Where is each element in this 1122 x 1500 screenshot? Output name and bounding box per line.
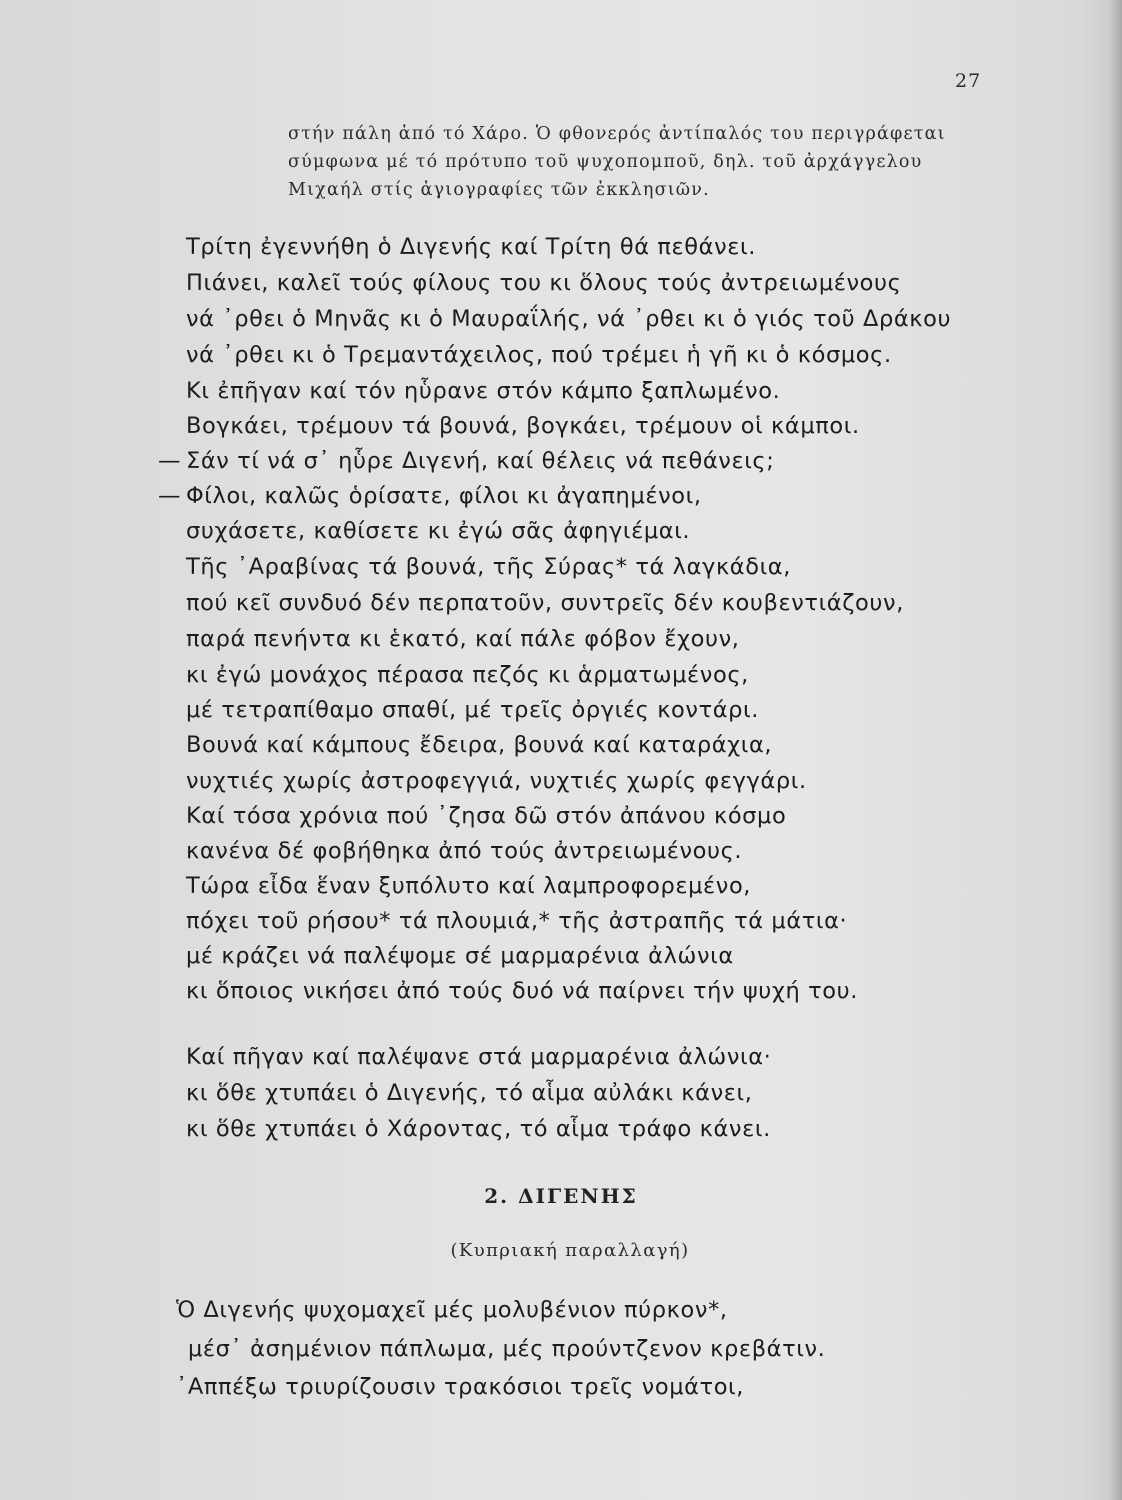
verse-line: Βογκάει, τρέμουν τά βουνά, βογκάει, τρέμουν οἱ κάμποι. [186,413,860,439]
verse-line: Τώρα εἶδα ἕναν ξυπόλυτο καί λαμπροφορεμένο, [186,873,752,899]
verse-line: νά ᾿ρθει κι ὁ Τρεμαντάχειλος, πού τρέμει ἡ γῆ κι ὁ κόσμος. [186,342,892,368]
verse-line: παρά πενήντα κι ἑκατό, καί πάλε φόβον ἔχουν, [186,626,740,652]
section-heading: 2. ΔΙΓΕΝΗΣ [484,1184,638,1208]
verse-line: πού κεῖ συνδυό δέν περπατοῦν, συντρεῖς δέν κουβεντιάζουν, [186,590,904,616]
verse-line: Ὁ Διγενής ψυχομαχεῖ μές μολυβένιον πύρκον*, [176,1297,728,1323]
verse-line: μέ κράζει νά παλέψομε σέ μαρμαρένια ἀλώνια [186,943,734,969]
verse-line: Πιάνει, καλεῖ τούς φίλους του κι ὅλους τούς ἀντρειωμένους [186,270,902,296]
dialogue-dash: — [158,448,181,474]
verse-line: Σάν τί νά σ᾿ ηὗρε Διγενή, καί θέλεις νά πεθάνεις; [186,448,775,474]
verse-line: Τρίτη ἐγεννήθη ὁ Διγενής καί Τρίτη θά πεθάνει. [186,234,757,260]
verse-line: κι ὅποιος νικήσει ἀπό τούς δυό νά παίρνει τήν ψυχή του. [186,978,859,1004]
page-number: 27 [955,70,982,92]
verse-line: κι ὅθε χτυπάει ὁ Χάροντας, τό αἷμα τράφο κάνει. [186,1116,771,1142]
verse-line: κι ὅθε χτυπάει ὁ Διγενής, τό αἷμα αὐλάκι κάνει, [186,1080,753,1106]
verse-line: νυχτιές χωρίς ἀστροφεγγιά, νυχτιές χωρίς φεγγάρι. [186,768,807,794]
section-subheading: (Κυπριακή παραλλαγή) [450,1240,690,1261]
verse-line: Τῆς ᾿Αραβίνας τά βουνά, τῆς Σύρας* τά λαγκάδια, [186,554,791,580]
dialogue-dash: — [158,483,181,509]
verse-line: πόχει τοῦ ρήσου* τά πλουμιά,* τῆς ἀστραπῆς τά μάτια· [186,908,848,934]
verse-line: κανένα δέ φοβήθηκα ἀπό τούς ἀντρειωμένους. [186,838,743,864]
verse-line: Καί τόσα χρόνια πού ᾿ζησα δῶ στόν ἀπάνου κόσμο [186,803,787,829]
verse-line: συχάσετε, καθίσετε κι ἐγώ σᾶς ἀφηγιέμαι. [186,518,691,544]
note-line: στήν πάλη ἀπό τό Χάρο. Ὁ φθονερός ἀντίπαλός του περιγράφεται [288,124,946,144]
verse-line: κι ἐγώ μονάχος πέρασα πεζός κι ἁρματωμένος, [186,662,749,688]
page-edge-shadow [1108,0,1122,1500]
footnote-block [288,120,988,204]
verse-line: Καί πῆγαν καί παλέψανε στά μαρμαρένια ἀλώνια· [186,1044,772,1070]
verse-line: Βουνά καί κάμπους ἔδειρα, βουνά καί καταράχια, [186,732,773,758]
verse-line: ᾿Αππέξω τριυρίζουσιν τρακόσιοι τρεῖς νομάτοι, [176,1374,745,1400]
note-line: Μιχαήλ στίς ἁγιογραφίες τῶν ἐκκλησιῶν. [288,180,710,200]
verse-line: Κι ἐπῆγαν καί τόν ηὗρανε στόν κάμπο ξαπλωμένο. [186,378,781,404]
verse-line: μέσ᾿ ἀσημένιον πάπλωμα, μές προύντζενον κρεβάτιν. [188,1336,826,1362]
note-line: σύμφωνα μέ τό πρότυπο τοῦ ψυχοπομποῦ, δηλ. τοῦ ἀρχάγγελου [288,152,923,172]
verse-line: μέ τετραπίθαμο σπαθί, μέ τρεῖς ὀργιές κοντάρι. [186,697,760,723]
verse-line: νά ᾿ρθει ὁ Μηνᾶς κι ὁ Μαυραΐλής, νά ᾿ρθει κι ὁ γιός τοῦ Δράκου [186,306,952,332]
verse-line: Φίλοι, καλῶς ὁρίσατε, φίλοι κι ἀγαπημένοι, [186,483,702,509]
